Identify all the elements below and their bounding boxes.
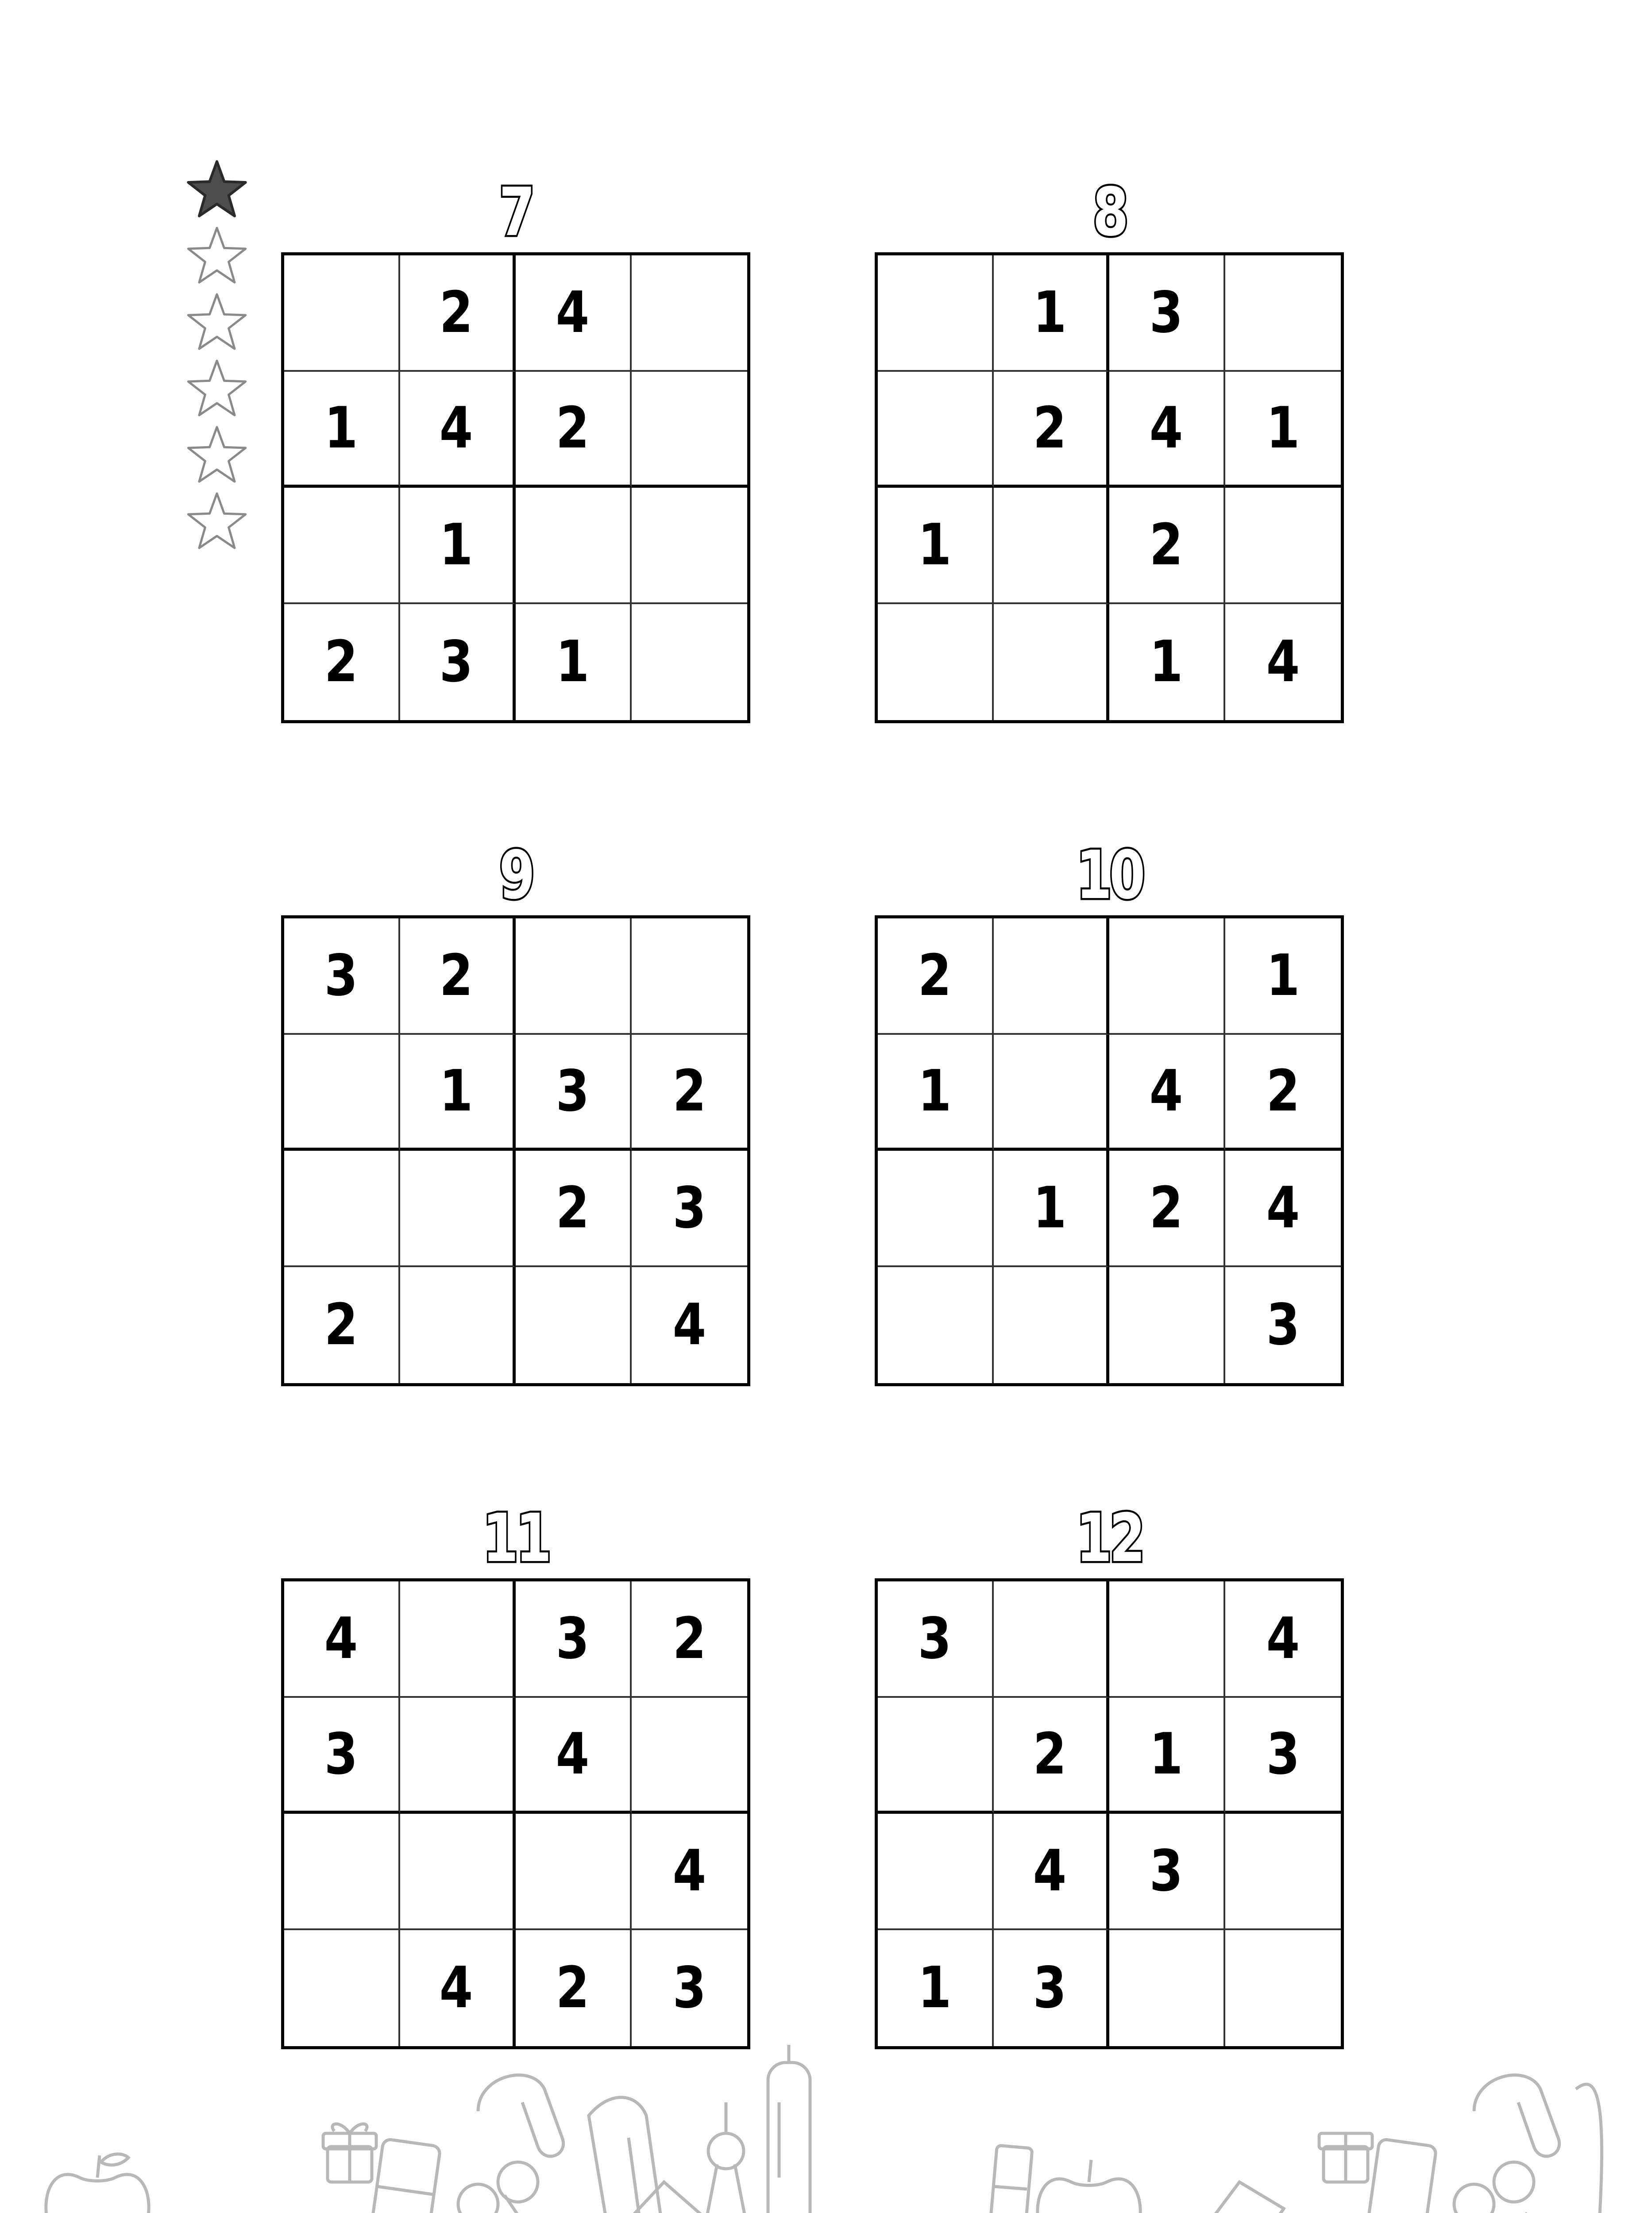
- cell-value: 2: [556, 1175, 590, 1241]
- sudoku-cell: [878, 1930, 994, 2047]
- cell-value: 3: [672, 1175, 706, 1241]
- sudoku-cell: [632, 255, 748, 372]
- puzzle-number: 9: [499, 837, 533, 914]
- cell-value: 1: [1149, 1721, 1183, 1787]
- cell-value: 4: [1149, 1058, 1183, 1124]
- cell-value: 3: [439, 629, 473, 695]
- paperclip-icon: [478, 2075, 564, 2156]
- sudoku-cell: [1225, 1581, 1341, 1698]
- sudoku-cell: [516, 1035, 632, 1151]
- eraser-icon: [370, 2139, 441, 2213]
- sudoku-cell: [994, 1581, 1110, 1698]
- cell-value: 3: [918, 1605, 952, 1672]
- cell-value: 2: [1033, 395, 1067, 461]
- sudoku-cell: [632, 1267, 748, 1384]
- sudoku-cell: [994, 1814, 1110, 1930]
- sudoku-cell: [1109, 1035, 1225, 1151]
- cell-value: 4: [556, 1721, 590, 1787]
- sudoku-cell: [1109, 1698, 1225, 1814]
- sudoku-cell: [1109, 1814, 1225, 1930]
- sudoku-cell: [400, 1581, 516, 1698]
- star-icon: [184, 489, 250, 555]
- sudoku-cell: [878, 918, 994, 1035]
- sudoku-cell: [878, 372, 994, 488]
- sudoku-cell: [516, 1698, 632, 1814]
- sudoku-grid: [875, 252, 1344, 723]
- sudoku-cell: [994, 255, 1110, 372]
- sudoku-cell: [1109, 1267, 1225, 1384]
- sudoku-cell: [878, 1581, 994, 1698]
- cell-value: 1: [1266, 942, 1300, 1009]
- sudoku-cell: [1109, 1581, 1225, 1698]
- star-icon: [184, 423, 250, 489]
- sudoku-cell: [516, 1581, 632, 1698]
- cell-value: 2: [1033, 1721, 1067, 1787]
- sudoku-cell: [1225, 372, 1341, 488]
- cell-value: 1: [556, 629, 590, 695]
- sudoku-grid: [281, 252, 750, 723]
- sudoku-cell: [632, 1698, 748, 1814]
- sudoku-cell: [1225, 1930, 1341, 2047]
- sudoku-cell: [1225, 1035, 1341, 1151]
- scissors-icon: [1454, 2162, 1549, 2213]
- difficulty-stars: [184, 157, 250, 555]
- sudoku-cell: [878, 1267, 994, 1384]
- sudoku-cell: [516, 1930, 632, 2047]
- sudoku-cell: [878, 1814, 994, 1930]
- puzzle-number: 10: [1076, 837, 1143, 914]
- sudoku-cell: [1109, 1930, 1225, 2047]
- cell-value: 3: [324, 1721, 358, 1787]
- sudoku-cell: [994, 918, 1110, 1035]
- cell-value: 1: [1033, 1175, 1067, 1241]
- sudoku-cell: [284, 918, 400, 1035]
- sudoku-cell: [632, 1930, 748, 2047]
- sudoku-cell: [632, 1581, 748, 1698]
- cell-value: 2: [1266, 1058, 1300, 1124]
- cell-value: 1: [1266, 395, 1300, 461]
- sudoku-cell: [1225, 488, 1341, 604]
- sudoku-cell: [1225, 1698, 1341, 1814]
- sudoku-cell: [1225, 604, 1341, 721]
- gift-icon: [1319, 2133, 1372, 2182]
- cell-value: 3: [1033, 1955, 1067, 2021]
- cell-value: 4: [1266, 1605, 1300, 1672]
- sudoku-cell: [878, 604, 994, 721]
- cell-value: 4: [439, 1955, 473, 2021]
- cell-value: 1: [918, 512, 952, 578]
- cell-value: 1: [918, 1955, 952, 2021]
- sudoku-cell: [994, 1035, 1110, 1151]
- cell-value: 2: [1149, 512, 1183, 578]
- cell-value: 1: [439, 512, 473, 578]
- sudoku-cell: [400, 488, 516, 604]
- cell-value: 2: [556, 1955, 590, 2021]
- cell-value: 2: [439, 279, 473, 346]
- sudoku-cell: [516, 1814, 632, 1930]
- cell-value: 2: [1149, 1175, 1183, 1241]
- sudoku-cell: [284, 1814, 400, 1930]
- compass-icon: [691, 2102, 761, 2213]
- sudoku-cell: [284, 1151, 400, 1267]
- cell-value: 4: [1149, 395, 1183, 461]
- sudoku-cell: [1109, 255, 1225, 372]
- sudoku-cell: [1225, 255, 1341, 372]
- sudoku-cell: [994, 1267, 1110, 1384]
- glue-stick-icon: [986, 2145, 1032, 2213]
- star-icon: [184, 356, 250, 423]
- sudoku-cell: [400, 1698, 516, 1814]
- cell-value: 4: [1266, 1175, 1300, 1241]
- sudoku-cell: [994, 1151, 1110, 1267]
- puzzle-number: 12: [1076, 1500, 1143, 1577]
- cell-value: 2: [324, 1292, 358, 1358]
- cell-value: 4: [439, 395, 473, 461]
- sudoku-cell: [284, 1267, 400, 1384]
- cell-value: 2: [672, 1058, 706, 1124]
- sudoku-cell: [284, 1035, 400, 1151]
- sudoku-cell: [516, 372, 632, 488]
- cell-value: 4: [324, 1605, 358, 1672]
- sudoku-cell: [632, 1035, 748, 1151]
- school-supplies-decoration: [0, 2036, 1652, 2213]
- sudoku-cell: [516, 604, 632, 721]
- sudoku-cell: [400, 1930, 516, 2047]
- scissors-icon: [1151, 2182, 1284, 2213]
- sudoku-cell: [284, 1930, 400, 2047]
- sudoku-cell: [1109, 1151, 1225, 1267]
- cutter-icon: [589, 2097, 673, 2213]
- sudoku-cell: [400, 255, 516, 372]
- sudoku-cell: [878, 488, 994, 604]
- cell-value: 4: [556, 279, 590, 346]
- sudoku-cell: [284, 255, 400, 372]
- sudoku-cell: [516, 918, 632, 1035]
- sudoku-cell: [1225, 918, 1341, 1035]
- sudoku-cell: [1225, 1814, 1341, 1930]
- ruler-icon: [553, 2182, 974, 2213]
- sudoku-cell: [1225, 1267, 1341, 1384]
- sudoku-cell: [994, 1698, 1110, 1814]
- sudoku-cell: [878, 255, 994, 372]
- cell-value: 4: [1266, 629, 1300, 695]
- apple-icon: [46, 2154, 149, 2213]
- sudoku-cell: [400, 372, 516, 488]
- sudoku-grid: [281, 915, 750, 1386]
- cell-value: 3: [556, 1605, 590, 1672]
- sudoku-cell: [1109, 372, 1225, 488]
- cell-value: 3: [1266, 1292, 1300, 1358]
- cell-value: 3: [556, 1058, 590, 1124]
- sudoku-cell: [878, 1035, 994, 1151]
- puzzle-number: 7: [499, 174, 533, 251]
- cell-value: 3: [324, 942, 358, 1009]
- cell-value: 2: [918, 942, 952, 1009]
- sudoku-cell: [400, 1267, 516, 1384]
- star-icon: [184, 224, 250, 290]
- sudoku-cell: [284, 372, 400, 488]
- sudoku-cell: [632, 488, 748, 604]
- puzzle-number: 11: [482, 1500, 549, 1577]
- sudoku-cell: [284, 1581, 400, 1698]
- star-icon: [184, 290, 250, 356]
- sudoku-cell: [1109, 918, 1225, 1035]
- sudoku-cell: [284, 1698, 400, 1814]
- gift-icon: [323, 2124, 376, 2182]
- scissors-icon: [458, 2162, 575, 2213]
- sudoku-cell: [994, 604, 1110, 721]
- sudoku-grid: [281, 1578, 750, 2049]
- paperclip-icon: [1474, 2075, 1559, 2156]
- cell-value: 3: [1266, 1721, 1300, 1787]
- apple-icon: [1038, 2160, 1140, 2213]
- sudoku-cell: [516, 1267, 632, 1384]
- cell-value: 2: [439, 942, 473, 1009]
- cell-value: 2: [556, 395, 590, 461]
- sudoku-cell: [1109, 604, 1225, 721]
- sudoku-cell: [516, 488, 632, 604]
- sudoku-cell: [1109, 488, 1225, 604]
- cell-value: 1: [324, 395, 358, 461]
- cell-value: 3: [1149, 279, 1183, 346]
- sudoku-cell: [632, 918, 748, 1035]
- cell-value: 2: [672, 1605, 706, 1672]
- cell-value: 2: [324, 629, 358, 695]
- cell-value: 3: [672, 1955, 706, 2021]
- pen-icon: [768, 2045, 810, 2213]
- cell-value: 4: [1033, 1838, 1067, 1904]
- sudoku-cell: [516, 1151, 632, 1267]
- star-icon: [184, 157, 250, 224]
- sudoku-cell: [400, 1151, 516, 1267]
- sudoku-cell: [994, 488, 1110, 604]
- sudoku-cell: [1225, 1151, 1341, 1267]
- sudoku-cell: [878, 1151, 994, 1267]
- cell-value: 4: [672, 1292, 706, 1358]
- cell-value: 1: [1033, 279, 1067, 346]
- sudoku-cell: [400, 918, 516, 1035]
- sudoku-cell: [994, 1930, 1110, 2047]
- sudoku-cell: [284, 488, 400, 604]
- eraser-icon: [1366, 2139, 1437, 2213]
- sudoku-cell: [632, 604, 748, 721]
- cell-value: 1: [439, 1058, 473, 1124]
- sudoku-cell: [632, 1814, 748, 1930]
- sudoku-cell: [400, 1035, 516, 1151]
- sudoku-cell: [994, 372, 1110, 488]
- sudoku-cell: [632, 1151, 748, 1267]
- cell-value: 3: [1149, 1838, 1183, 1904]
- sharpener-icon: [1496, 2084, 1602, 2213]
- sudoku-cell: [878, 1698, 994, 1814]
- sudoku-cell: [400, 1814, 516, 1930]
- sudoku-cell: [632, 372, 748, 488]
- cell-value: 1: [918, 1058, 952, 1124]
- cell-value: 1: [1149, 629, 1183, 695]
- sudoku-cell: [284, 604, 400, 721]
- sudoku-grid: [875, 1578, 1344, 2049]
- sudoku-cell: [400, 604, 516, 721]
- cell-value: 4: [672, 1838, 706, 1904]
- puzzle-number: 8: [1092, 174, 1126, 251]
- sudoku-grid: [875, 915, 1344, 1386]
- sudoku-cell: [516, 255, 632, 372]
